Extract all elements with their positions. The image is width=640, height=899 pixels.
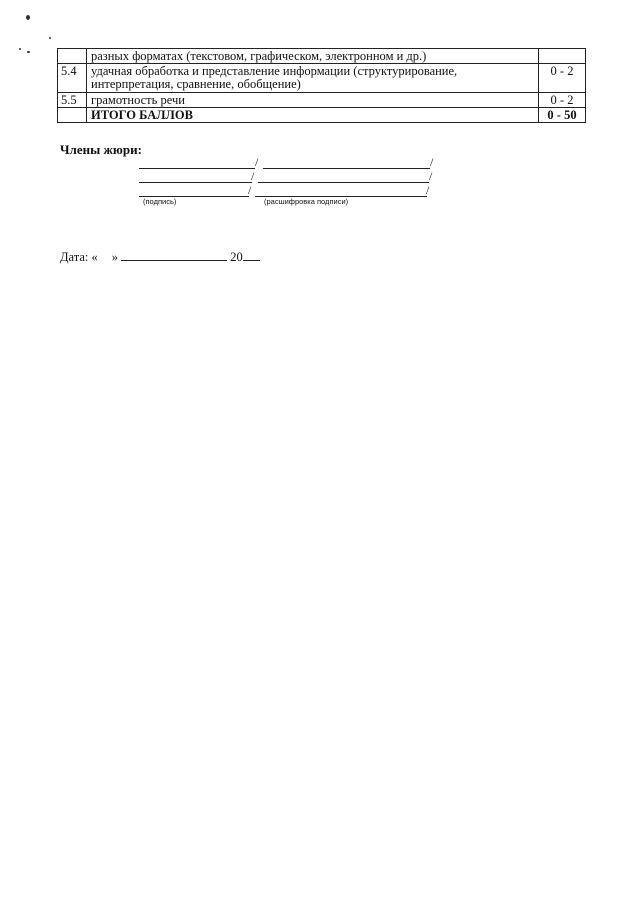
decoding-line xyxy=(263,168,430,169)
table-row xyxy=(58,49,586,64)
scan-speck xyxy=(19,48,21,50)
row-score xyxy=(539,49,586,64)
date-year-line xyxy=(243,250,260,261)
decoding-caption: (расшифровка подписи) xyxy=(264,197,349,206)
row-criterion: разных форматах (текстовом, графическом, электронном и др.) xyxy=(87,49,539,64)
jury-title: Члены жюри: xyxy=(60,142,142,157)
total-score: 0 - 50 xyxy=(539,108,586,123)
row-number xyxy=(58,49,87,64)
row-number: 5.4 xyxy=(58,64,87,93)
separator-slash: / xyxy=(255,155,259,169)
table-total-row xyxy=(58,108,586,123)
row-criterion: удачная обработка и представление информации (структурирование, интерпретация, сравнение, обобщение) xyxy=(87,64,539,93)
date-year-prefix: 20 xyxy=(230,250,243,264)
row-score: 0 - 2 xyxy=(539,64,586,93)
decoding-line xyxy=(258,182,429,183)
criteria-table xyxy=(57,48,586,123)
separator-slash: / xyxy=(426,183,430,197)
separator-slash: / xyxy=(251,169,255,183)
date-field xyxy=(60,250,260,265)
signature-line xyxy=(139,168,255,169)
table-row xyxy=(58,64,586,93)
date-close-quote: » xyxy=(111,250,119,264)
table-row xyxy=(58,93,586,108)
date-month-line xyxy=(121,250,227,261)
row-number: 5.5 xyxy=(58,93,87,108)
separator-slash: / xyxy=(429,169,433,183)
total-label: ИТОГО БАЛЛОВ xyxy=(87,108,539,123)
signature-caption: (подпись) xyxy=(143,197,177,206)
row-criterion: грамотность речи xyxy=(87,93,539,108)
separator-slash: / xyxy=(430,155,434,169)
row-score: 0 - 2 xyxy=(539,93,586,108)
total-number xyxy=(58,108,87,123)
scan-speck xyxy=(26,15,30,20)
signature-line xyxy=(139,182,252,183)
scan-speck xyxy=(49,37,51,39)
scan-speck xyxy=(27,51,30,53)
date-prefix: Дата: « xyxy=(60,250,98,264)
separator-slash: / xyxy=(248,183,252,197)
